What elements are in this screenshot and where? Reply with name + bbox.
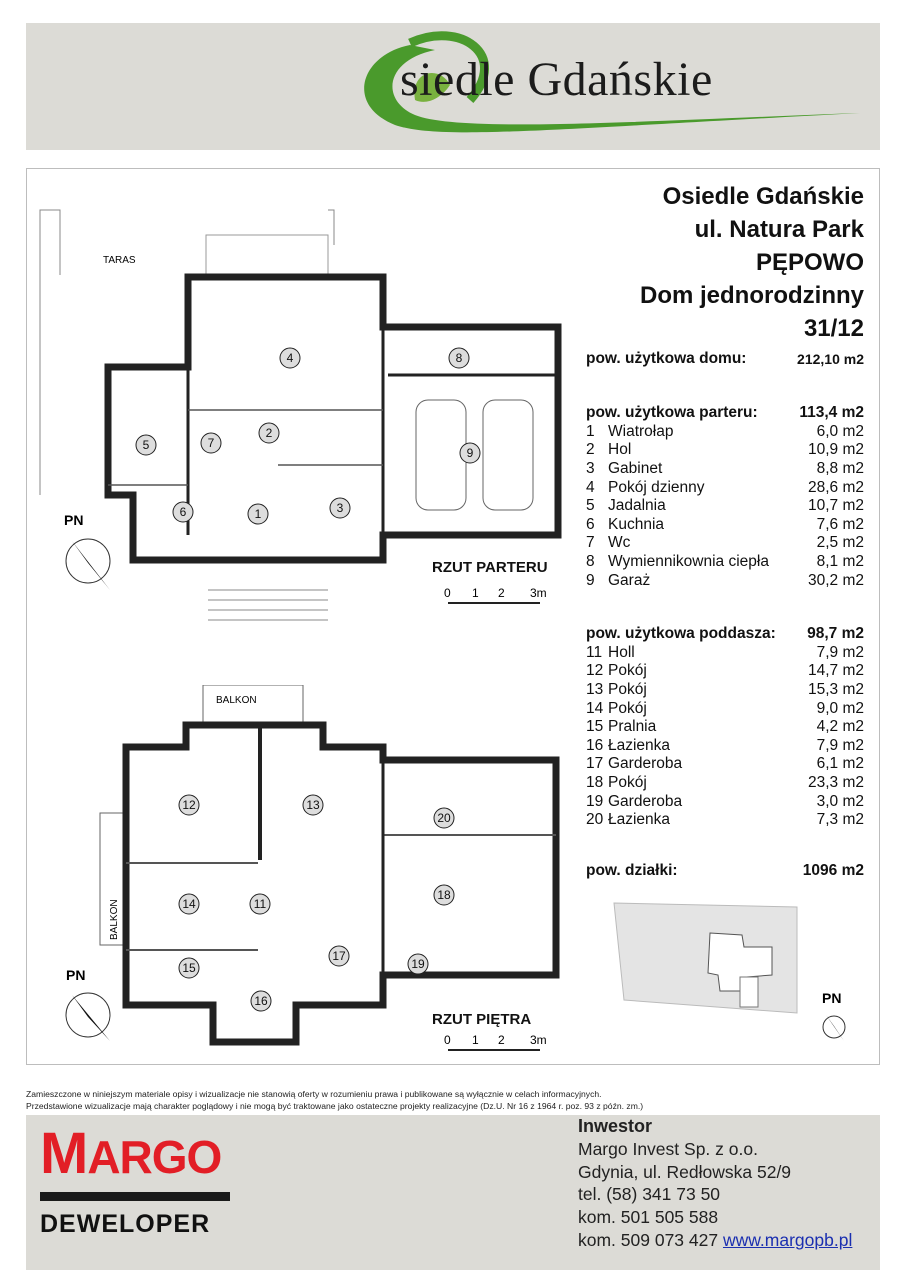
ground-room-row — [586, 553, 864, 572]
attic-room-name: Pokój — [608, 774, 647, 792]
svg-text:1: 1 — [472, 586, 479, 600]
title-block — [640, 180, 864, 345]
attic-room-number: 14 — [586, 699, 604, 717]
ground-room-row — [586, 534, 864, 553]
attic-room-area: 3,0 m2 — [816, 792, 864, 810]
attic-room-row — [586, 792, 864, 811]
attic-label: pow. użytkowa poddasza: — [586, 625, 776, 643]
plot-value: 1096 m2 — [802, 862, 864, 880]
attic-room-name: Garderoba — [608, 792, 683, 810]
ground-plan-label: RZUT PARTERU — [432, 559, 548, 576]
room-marker-5: 5 — [142, 438, 150, 452]
balkon-side-label: BALKON — [109, 899, 120, 940]
ground-room-area: 8,8 m2 — [816, 460, 864, 478]
room-marker-8: 8 — [455, 351, 463, 365]
attic-room-number: 18 — [586, 774, 604, 792]
ground-room-name: Wc — [608, 534, 631, 552]
ground-room-area: 10,9 m2 — [807, 441, 864, 459]
attic-room-row — [586, 737, 864, 756]
attic-room-number: 15 — [586, 718, 604, 736]
attic-room-name: Łazienka — [608, 736, 671, 754]
room-marker-6: 6 — [179, 505, 187, 519]
title-town: PĘPOWO — [755, 249, 864, 276]
investor-mobile-1: kom. 501 505 588 — [578, 1207, 719, 1228]
ground-room-area: 2,5 m2 — [816, 534, 864, 552]
ground-room-area: 10,7 m2 — [807, 497, 864, 515]
room-marker-13: 13 — [306, 798, 320, 812]
ground-room-row — [586, 571, 864, 590]
disclaimer-line-2: Przedstawione wizualizacje mają charakter poglądowy i nie mogą być traktowane jako ostateczne projekty realizacyjne (Dz.U. Nr 16 z 1964 r. poz. 93 z późn. zm.) — [26, 1101, 644, 1111]
ground-floor-value: 113,4 m2 — [799, 404, 864, 422]
ground-room-number: 6 — [586, 515, 595, 533]
ground-scale-bar — [440, 585, 560, 607]
ground-room-area: 7,6 m2 — [816, 515, 864, 533]
svg-text:3m: 3m — [530, 1033, 547, 1047]
margo-logo-first: M — [40, 1121, 88, 1186]
ground-room-area: 30,2 m2 — [807, 571, 864, 589]
title-type: Dom jednorodzinny — [640, 282, 864, 309]
attic-room-row — [586, 811, 864, 830]
title-number: 31/12 — [803, 315, 864, 342]
svg-text:2: 2 — [498, 586, 505, 600]
disclaimer — [26, 1088, 643, 1112]
upper-plan-label: RZUT PIĘTRA — [432, 1011, 532, 1028]
attic-room-number: 11 — [586, 643, 603, 661]
svg-text:2: 2 — [498, 1033, 505, 1047]
attic-room-area: 9,0 m2 — [816, 699, 864, 717]
attic-room-name: Łazienka — [608, 811, 671, 829]
ground-room-number: 5 — [586, 497, 595, 515]
attic-room-area: 15,3 m2 — [807, 681, 864, 699]
title-street: ul. Natura Park — [694, 216, 864, 243]
ground-room-name: Wymiennikownia ciepła — [608, 553, 769, 571]
ground-room-row — [586, 460, 864, 479]
ground-room-row — [586, 478, 864, 497]
plot-label: pow. działki: — [586, 862, 678, 880]
ground-room-number: 2 — [586, 441, 595, 459]
ground-room-row — [586, 441, 864, 460]
attic-room-name: Pokój — [608, 681, 647, 699]
ground-room-name: Gabinet — [608, 460, 663, 478]
attic-room-number: 19 — [586, 792, 604, 810]
ground-room-name: Jadalnia — [608, 497, 666, 515]
ground-room-row — [586, 423, 864, 442]
attic-room-area: 4,2 m2 — [816, 718, 864, 736]
ground-floor-list — [586, 404, 864, 590]
ground-room-area: 8,1 m2 — [816, 553, 864, 571]
attic-room-name: Pokój — [608, 662, 647, 680]
room-marker-16: 16 — [254, 994, 268, 1008]
attic-room-row — [586, 699, 864, 718]
room-marker-19: 19 — [411, 957, 425, 971]
margo-logo — [40, 1120, 221, 1187]
balkon-top-label: BALKON — [216, 695, 257, 706]
ground-room-name: Kuchnia — [608, 515, 665, 533]
title-estate: Osiedle Gdańskie — [662, 183, 864, 210]
svg-text:0: 0 — [444, 586, 451, 600]
developer-label: DEWELOPER — [40, 1210, 211, 1238]
total-area-value: 212,10 m2 — [797, 351, 864, 368]
attic-room-row — [586, 681, 864, 700]
room-marker-15: 15 — [182, 961, 196, 975]
attic-room-number: 16 — [586, 736, 604, 754]
attic-room-row — [586, 718, 864, 737]
room-marker-7: 7 — [207, 436, 215, 450]
svg-text:0: 0 — [444, 1033, 451, 1047]
ground-room-area: 6,0 m2 — [816, 422, 864, 440]
investor-address: Gdynia, ul. Redłowska 52/9 — [578, 1161, 792, 1182]
ground-room-row — [586, 497, 864, 516]
investor-contact — [578, 1115, 852, 1252]
attic-room-row — [586, 755, 864, 774]
attic-room-row — [586, 774, 864, 793]
site-north-label: PN — [822, 990, 842, 1006]
room-marker-11: 11 — [253, 897, 267, 911]
attic-room-area: 14,7 m2 — [807, 662, 864, 680]
attic-room-area: 23,3 m2 — [807, 774, 864, 792]
room-marker-4: 4 — [286, 351, 294, 365]
upper-north-label: PN — [66, 967, 86, 983]
total-area — [586, 350, 864, 369]
ground-room-row — [586, 516, 864, 535]
ground-room-number: 9 — [586, 571, 595, 589]
disclaimer-line-1: Zamieszczone w niniejszym materiale opisy i wizualizacje nie stanowią oferty w rozumieniu prawa i publikowane są wyłącznie w celach informacyjnych. — [26, 1089, 602, 1099]
room-marker-14: 14 — [182, 897, 196, 911]
room-marker-20: 20 — [437, 811, 451, 825]
room-marker-9: 9 — [466, 446, 474, 460]
taras-label: TARAS — [103, 255, 136, 266]
plot-area — [586, 862, 864, 881]
margo-logo-rest: ARGO — [87, 1131, 222, 1183]
ground-room-area: 28,6 m2 — [807, 478, 864, 496]
attic-list — [586, 625, 864, 830]
investor-title: Inwestor — [578, 1116, 653, 1136]
attic-room-name: Holl — [608, 643, 635, 661]
attic-room-name: Garderoba — [608, 755, 683, 773]
ground-floor-label: pow. użytkowa parteru: — [586, 404, 758, 422]
upper-floor-plan — [38, 685, 568, 1065]
attic-value: 98,7 m2 — [807, 625, 864, 643]
attic-room-number: 20 — [586, 811, 604, 829]
attic-room-number: 12 — [586, 662, 604, 680]
ground-room-number: 1 — [586, 422, 595, 440]
logo-wordmark: siedle Gdańskie — [400, 53, 713, 106]
ground-room-name: Garaż — [608, 571, 651, 589]
ground-room-number: 3 — [586, 460, 595, 478]
ground-room-number: 4 — [586, 478, 595, 496]
investor-company: Margo Invest Sp. z o.o. — [578, 1138, 758, 1159]
attic-room-name: Pokój — [608, 699, 647, 717]
attic-room-area: 7,9 m2 — [816, 643, 864, 661]
attic-room-area: 7,9 m2 — [816, 736, 864, 754]
ground-room-name: Hol — [608, 441, 632, 459]
site-map — [582, 885, 864, 1055]
room-marker-1: 1 — [254, 507, 262, 521]
ground-north-label: PN — [64, 512, 84, 528]
attic-room-row — [586, 662, 864, 681]
logo-divider — [40, 1192, 230, 1201]
attic-room-name: Pralnia — [608, 718, 657, 736]
attic-room-area: 7,3 m2 — [816, 811, 864, 829]
svg-text:1: 1 — [472, 1033, 479, 1047]
ground-room-name: Wiatrołap — [608, 422, 674, 440]
attic-room-number: 17 — [586, 755, 604, 773]
room-marker-3: 3 — [336, 501, 344, 515]
room-marker-12: 12 — [182, 798, 196, 812]
investor-mobile-2: kom. 509 073 427 www.margopb.pl — [578, 1229, 853, 1250]
website-link[interactable]: www.margopb.pl — [722, 1229, 853, 1250]
room-marker-18: 18 — [437, 888, 451, 902]
svg-text:3m: 3m — [530, 586, 547, 600]
upper-scale-bar — [440, 1032, 560, 1054]
attic-room-area: 6,1 m2 — [816, 755, 864, 773]
attic-room-row — [586, 644, 864, 663]
ground-room-number: 7 — [586, 534, 595, 552]
total-area-label: pow. użytkowa domu: — [586, 350, 747, 368]
attic-room-number: 13 — [586, 681, 604, 699]
ground-room-name: Pokój dzienny — [608, 478, 705, 496]
room-marker-17: 17 — [332, 949, 346, 963]
room-marker-2: 2 — [265, 426, 273, 440]
ground-room-number: 8 — [586, 553, 595, 571]
investor-phone: tel. (58) 341 73 50 — [578, 1184, 721, 1205]
